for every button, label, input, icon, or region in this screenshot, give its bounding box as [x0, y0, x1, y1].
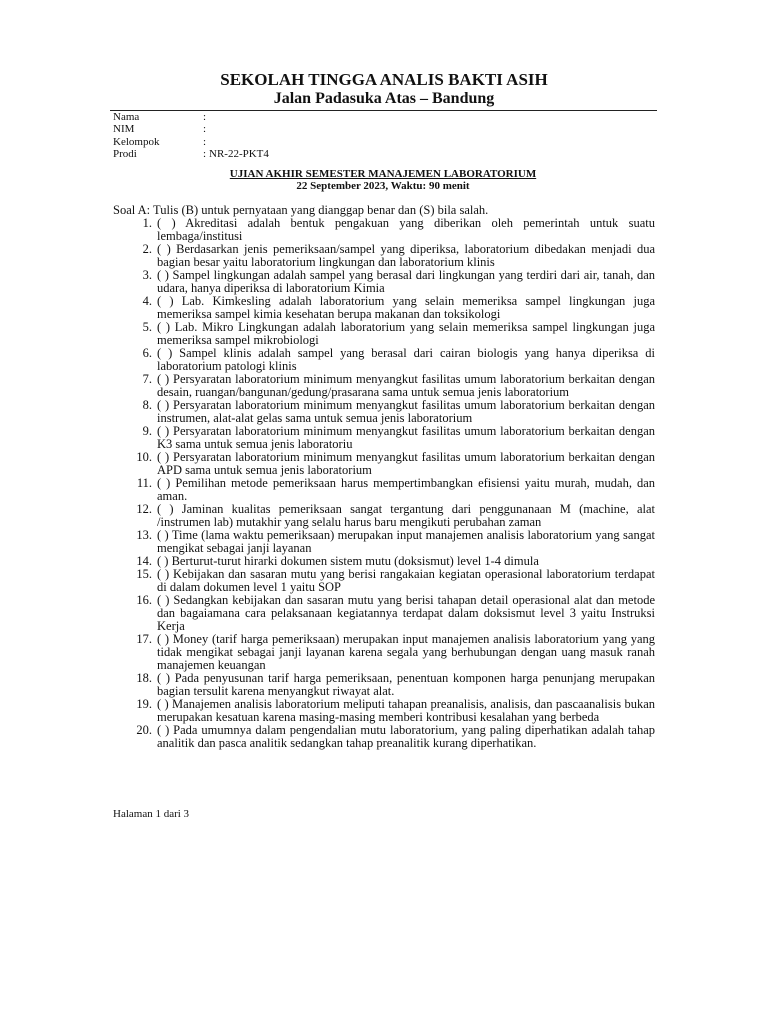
question-item — [113, 633, 655, 672]
question-number: 20. — [136, 723, 152, 737]
identity-value: NR-22-PKT4 — [209, 147, 269, 160]
question-item — [113, 399, 655, 425]
identity-row-nim — [113, 123, 269, 135]
identity-colon: : — [203, 111, 207, 123]
question-number: 4. — [142, 294, 152, 308]
question-number: 5. — [142, 320, 152, 334]
identity-label: Prodi — [113, 147, 137, 160]
identity-colon: : — [203, 147, 207, 160]
question-text: ( ) Sedangkan kebijakan dan sasaran mutu yang berisi tahapan detail operasional alat dan metode dan bagaiamana cara pelaksanaan kegiatannya terdapat dalam doksismut level 3 yaitu Instruksi Kerja — [157, 593, 655, 633]
school-address: Jalan Padasuka Atas – Bandung — [273, 90, 495, 107]
question-text: ( ) Money (tarif harga pemeriksaan) merupakan input manajemen analisis laboratorium yang yang tidak mengikat sebagai janji layanan karena segala yang berhubungan dengan uang masuk ranah manajemen keuangan — [157, 632, 655, 672]
question-number: 16. — [136, 593, 152, 607]
identity-label: NIM — [113, 123, 135, 136]
question-item — [113, 672, 655, 698]
question-item — [113, 451, 655, 477]
question-number: 15. — [136, 567, 152, 581]
question-text: ( ) Sampel klinis adalah sampel yang berasal dari cairan biologis yang hanya diperiksa di laboratorium patologi klinis — [157, 346, 655, 373]
question-item — [113, 217, 655, 243]
question-number: 11. — [136, 476, 152, 490]
question-item — [113, 503, 655, 529]
question-text: ( ) Lab. Kimkesling adalah laboratorium yang selain memeriksa sampel lingkungan juga memeriksa sampel kimia kesehatan berupa makanan dan toksikologi — [157, 294, 655, 321]
question-item — [113, 243, 655, 269]
question-number: 9. — [142, 424, 152, 438]
question-item — [113, 594, 655, 633]
question-text: ( ) Time (lama waktu pemeriksaan) merupakan input manajemen analisis laboratorium yang sangat mengikat sebagai janji layanan — [157, 528, 655, 555]
question-item — [113, 568, 655, 594]
question-text: ( ) Persyaratan laboratorium minimum menyangkut fasilitas umum laboratorium berkaitan dengan APD sama untuk semua jenis laboratorium — [157, 450, 655, 477]
school-name: SEKOLAH TINGGA ANALIS BAKTI ASIH — [220, 70, 548, 89]
question-number: 6. — [142, 346, 152, 360]
question-number: 3. — [142, 268, 152, 282]
question-number: 17. — [136, 632, 152, 646]
question-text: ( ) Berdasarkan jenis pemeriksaan/sampel yang diperiksa, laboratorium dibedakan menjadi dua bagian besar yaitu laboratorium lingkungan dan laboratorium klinis — [157, 242, 655, 269]
question-text: ( ) Jaminan kualitas pemeriksaan sangat tergantung dari penggunanaan M (machine, alat /instrumen lab) mutakhir yang selalu harus baru mengikuti perubahan zaman — [157, 502, 655, 529]
identity-label: Kelompok — [113, 135, 160, 148]
question-text: ( ) Lab. Mikro Lingkungan adalah laboratorium yang selain memeriksa sampel lingkungan juga memeriksa sampel mikrobiologi — [157, 320, 655, 347]
question-text: ( ) Pada umumnya dalam pengendalian mutu laboratorium, yang paling diperhatikan adalah tahap analitik dan pasca analitik sedangkan tahap preanalitik kurang diperhatikan. — [157, 723, 655, 750]
page-number: Halaman 1 dari 3 — [113, 808, 190, 820]
question-number: 18. — [136, 671, 152, 685]
student-identity-block — [113, 111, 269, 160]
exam-date: 22 September 2023, Waktu: 90 menit — [296, 180, 470, 192]
question-item — [113, 269, 655, 295]
question-text: ( ) Akreditasi adalah bentuk pengakuan yang diberikan oleh pemerintah untuk suatu lembaga/institusi — [157, 216, 655, 243]
question-number: 1. — [142, 216, 152, 230]
question-number: 8. — [142, 398, 152, 412]
instructions: Soal A: Tulis (B) untuk pernyataan yang dianggap benar dan (S) bila salah. — [113, 203, 489, 217]
exam-title: UJIAN AKHIR SEMESTER MANAJEMEN LABORATORIUM — [229, 168, 537, 180]
question-item — [113, 347, 655, 373]
question-text: ( ) Kebijakan dan sasaran mutu yang berisi rangakaian kegiatan operasional laboratorium terdapat di dalam dokumen level 1 yaitu SOP — [157, 567, 655, 594]
question-text: ( ) Manajemen analisis laboratorium meliputi tahapan preanalisis, analisis, dan pascaanalisis bukan merupakan kesatuan karena masing-masing memberi kontribusi kesalahan yang berbeda — [157, 697, 655, 724]
question-text: ( ) Persyaratan laboratorium minimum menyangkut fasilitas umum laboratorium berkaitan dengan desain, ruangan/bangunan/gedung/prasarana sama untuk semua jenis laboratorium — [157, 372, 655, 399]
question-item — [113, 529, 655, 555]
question-item — [113, 698, 655, 724]
question-item — [113, 425, 655, 451]
question-number: 19. — [136, 697, 152, 711]
identity-row-nama — [113, 111, 269, 123]
question-text: ( ) Persyaratan laboratorium minimum menyangkut fasilitas umum laboratorium berkaitan dengan instrumen, alat-alat gelas sama untuk semua jenis laboratorium — [157, 398, 655, 425]
question-text: ( ) Sampel lingkungan adalah sampel yang berasal dari lingkungan yang terdiri dari air, tanah, dan udara, hanya diperiksa di laboratorium Kimia — [157, 268, 655, 295]
question-number: 13. — [136, 528, 152, 542]
question-number: 14. — [136, 554, 152, 568]
identity-label: Nama — [113, 111, 140, 123]
question-number: 10. — [136, 450, 152, 464]
question-number: 12. — [136, 502, 152, 516]
question-item — [113, 321, 655, 347]
identity-colon: : — [203, 135, 207, 148]
identity-colon: : — [203, 123, 207, 136]
question-text: ( ) Persyaratan laboratorium minimum menyangkut fasilitas umum laboratorium berkaitan dengan K3 sama untuk semua jenis laboratoriu — [157, 424, 655, 451]
question-number: 7. — [142, 372, 152, 386]
question-item — [113, 373, 655, 399]
question-text: ( ) Berturut-turut hirarki dokumen sistem mutu (doksismut) level 1-4 dimula — [157, 554, 539, 568]
question-item — [113, 724, 655, 750]
question-item — [113, 477, 655, 503]
exam-title-block — [113, 168, 653, 192]
question-text: ( ) Pemilihan metode pemeriksaan harus mempertimbangkan efisiensi yaitu murah, mudah, dan aman. — [157, 476, 655, 503]
document-header — [110, 70, 658, 108]
question-text: ( ) Pada penyusunan tarif harga pemeriksaan, penentuan komponen harga penunjang merupakan bagian tersulit karena menyangkut riwayat alat. — [157, 671, 655, 698]
identity-row-kelompok — [113, 136, 269, 148]
question-number: 2. — [142, 242, 152, 256]
identity-row-prodi — [113, 148, 269, 160]
question-list — [113, 217, 655, 750]
question-item — [113, 295, 655, 321]
